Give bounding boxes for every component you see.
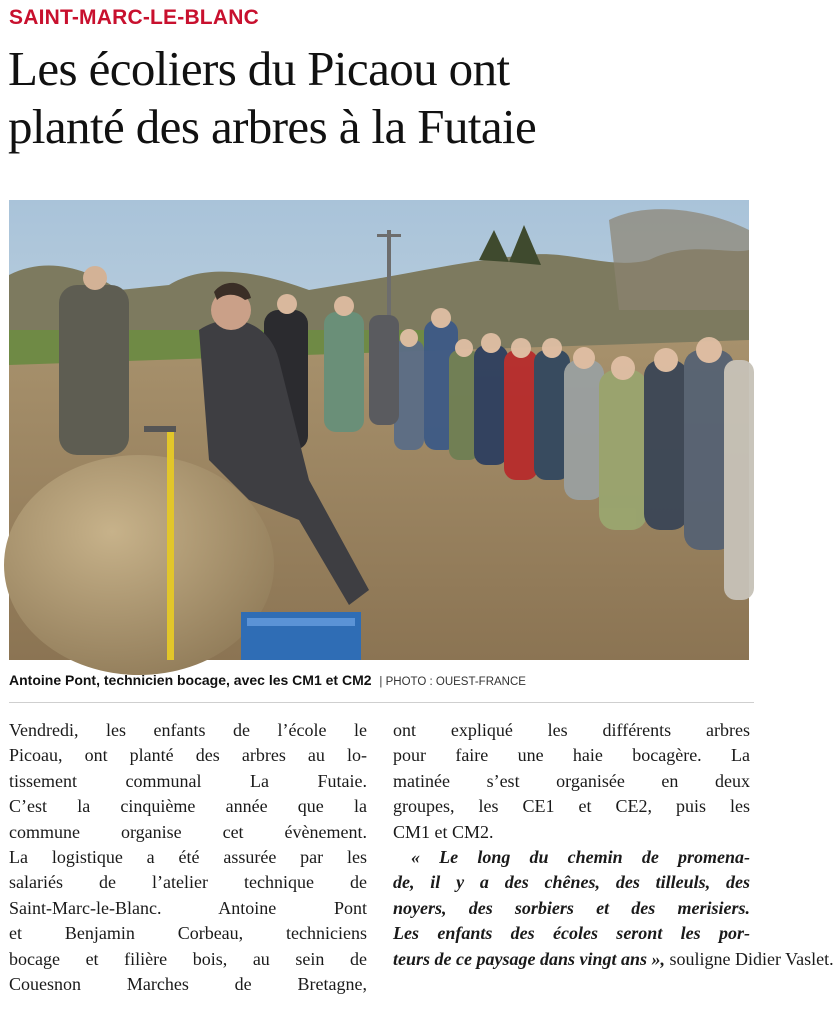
quote-line: noyers, des sorbiers et des merisiers. (393, 897, 750, 918)
article-body-right-column (393, 718, 834, 972)
body-line: Vendredi, les enfants de l’école le (9, 720, 367, 740)
article-kicker: SAINT-MARC-LE-BLANC (9, 6, 259, 29)
body-line: Saint-Marc-le-Blanc. Antoine Pont (9, 897, 367, 918)
body-line: CM1 et CM2. (393, 821, 494, 842)
quote-attribution-line (393, 947, 834, 972)
body-line: La logistique a été assurée par les (9, 847, 367, 868)
quote-line: de, il y a des chênes, des tilleuls, des (393, 872, 750, 893)
body-line: et Benjamin Corbeau, techniciens (9, 923, 367, 944)
body-line: C’est la cinquième année que la (9, 796, 367, 817)
headline-line-2: planté des arbres à la Futaie (8, 99, 537, 154)
photo-credit: | PHOTO : OUEST-FRANCE (379, 676, 526, 688)
quote-line: teurs de ce paysage dans vingt ans », (393, 948, 665, 969)
article-headline (8, 40, 753, 156)
body-line: pour faire une haie bocagère. La (393, 745, 750, 766)
quote-line: Les enfants des écoles seront les por- (393, 923, 750, 944)
caption-divider (9, 702, 754, 703)
body-line: bocage et filière bois, au sein de (9, 948, 367, 969)
body-line: ont expliqué les différents arbres (393, 720, 750, 740)
photo-caption (9, 672, 754, 688)
body-line: salariés de l’atelier technique de (9, 872, 367, 893)
body-line: Picoau, ont planté des arbres au lo- (9, 745, 367, 766)
quote-line: « Le long du chemin de promena- (411, 847, 750, 868)
article-body-left-column (9, 718, 367, 997)
article-photo (9, 200, 749, 660)
quote-attribution: souligne Didier Vaslet. (665, 948, 834, 969)
caption-text: Antoine Pont, technicien bocage, avec les CM1 et CM2 (9, 672, 372, 688)
photo-illustration (9, 200, 749, 660)
body-line: tissement communal La Futaie. (9, 770, 367, 791)
body-line: Couesnon Marches de Bretagne, (9, 974, 367, 995)
headline-line-1: Les écoliers du Picaou ont (8, 41, 510, 96)
body-line: commune organise cet évènement. (9, 821, 367, 842)
body-line: groupes, les CE1 et CE2, puis les (393, 796, 750, 817)
body-line: matinée s’est organisée en deux (393, 770, 750, 791)
